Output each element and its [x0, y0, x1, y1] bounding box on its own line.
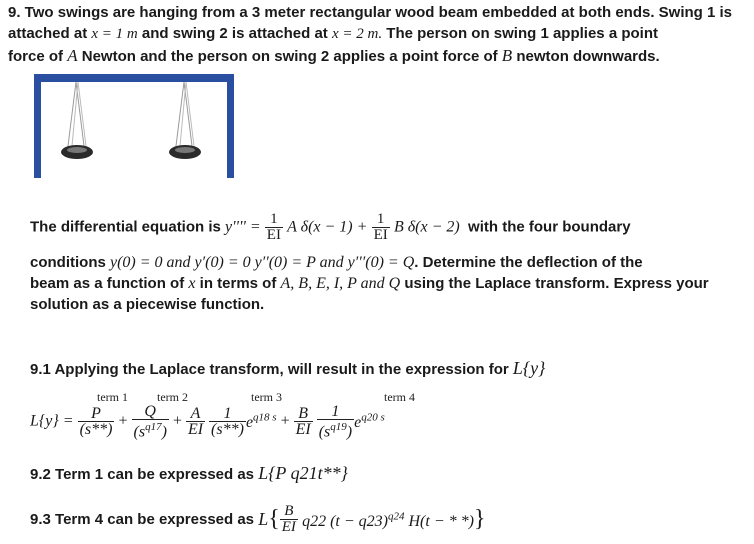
- math-Ly: L{y}: [512, 358, 546, 378]
- term-4-coef: [294, 406, 313, 437]
- term-label-2: term 2: [157, 390, 188, 404]
- fraction-1-over-EI: [372, 212, 390, 243]
- denominator: EI: [295, 421, 311, 439]
- plus: +: [280, 412, 290, 430]
- term-label-1: term 1: [97, 390, 128, 404]
- swing-1: [61, 82, 93, 159]
- text: . Determine the deflection of the: [414, 254, 643, 271]
- e: e: [354, 413, 362, 431]
- laplace-expression: [30, 404, 385, 439]
- text: and swing 2 is attached at: [141, 25, 328, 42]
- math-L: L: [258, 509, 269, 529]
- text: attached at: [8, 25, 88, 42]
- exponent: q20 s: [361, 411, 385, 424]
- text: beam as a function of: [30, 275, 185, 292]
- body: q22 (t − q23): [302, 513, 388, 531]
- math-term-1: L{P q21t**}: [258, 463, 348, 483]
- tail: H(t − * *): [408, 513, 474, 531]
- denominator: EI: [266, 227, 281, 243]
- numerator: P: [78, 406, 115, 422]
- problem-line-2: [8, 23, 752, 45]
- exp-e: [354, 411, 385, 431]
- de-line-1: [30, 212, 631, 243]
- text: conditions: [30, 254, 106, 271]
- term-label-4: term 4: [384, 390, 415, 404]
- fraction-1-over-EI: [265, 212, 283, 243]
- text: with the four boundary: [468, 218, 631, 236]
- numerator: A: [186, 406, 205, 422]
- question-9-3: 9.3 Term 4 can be expressed as L{ $\frac{B}{EI}$ q22 $(t - q23)^{q24}$ H(t − * *)}: [30, 503, 486, 535]
- text: newton downwards.: [516, 48, 660, 65]
- question-9-1: [30, 358, 545, 380]
- problem-line-3: [8, 45, 752, 67]
- math-B: B: [501, 46, 513, 65]
- math: B δ(x − 2): [393, 218, 460, 236]
- right-post: [227, 74, 234, 178]
- lhs: L{y} =: [30, 412, 74, 430]
- de-line-4: solution as a piecewise function.: [30, 296, 265, 313]
- math-x1: x = 1 m: [91, 26, 138, 42]
- exponent: q19: [330, 421, 347, 433]
- denominator: EI: [187, 421, 204, 439]
- numerator: 1: [317, 404, 354, 420]
- denominator: (s**): [79, 421, 113, 439]
- text: 9.2 Term 1 can be expressed as: [30, 466, 255, 483]
- text: force of: [8, 48, 64, 65]
- swing-illustration: [28, 68, 240, 180]
- numerator: 1: [265, 212, 283, 228]
- e: e: [245, 413, 254, 431]
- term-1-fraction: [78, 406, 115, 437]
- exponent: q17: [145, 421, 162, 433]
- problem-line-1: 9. Two swings are hanging from a 3 meter rectangular wood beam embedded at both ends. Swing 1 is: [8, 4, 733, 21]
- denominator: EI: [373, 227, 388, 243]
- denominator: (s**): [211, 421, 244, 439]
- swing-2: [169, 82, 201, 159]
- math-A: A: [67, 46, 78, 65]
- term-3-coef: [186, 406, 205, 437]
- text: using the Laplace transform. Express your: [404, 275, 709, 292]
- de-line-3: [30, 273, 709, 294]
- problem-statement: [8, 2, 752, 67]
- base: s: [138, 423, 146, 441]
- numerator: B: [294, 406, 313, 422]
- text: Newton and the person on swing 2 applies a point force of: [81, 48, 498, 65]
- math: A, B, E, I, P and Q: [280, 275, 401, 292]
- math: x: [188, 275, 196, 292]
- exponent: q18 s: [253, 411, 277, 424]
- denominator: EI: [281, 519, 296, 535]
- beam: [34, 74, 234, 82]
- text: The person on swing 1 applies a point: [386, 25, 658, 42]
- term-label-3: term 3: [251, 390, 282, 404]
- numerator: Q: [132, 404, 169, 420]
- exp-e: [245, 411, 277, 431]
- numerator: B: [280, 504, 298, 520]
- numerator: 1: [209, 406, 246, 422]
- term-2-fraction: $\frac{Q}{(s^{q17})}$: [133, 403, 167, 441]
- question-9-2: [30, 463, 348, 485]
- math: A δ(x − 1) +: [287, 218, 368, 236]
- left-post: [34, 74, 41, 178]
- math-body: [302, 510, 474, 531]
- exponent: q24: [388, 510, 405, 523]
- math-x2: x = 2 m.: [331, 26, 383, 42]
- term-3-fraction: [209, 406, 246, 437]
- math: y'''' =: [225, 218, 261, 236]
- base: s: [324, 423, 331, 441]
- text: 9.3 Term 4 can be expressed as: [30, 511, 255, 528]
- math-conditions: y(0) = 0 and y′(0) = 0 y′′(0) = P and y′′′(0) = Q: [110, 254, 415, 271]
- text: The differential equation is: [30, 218, 221, 236]
- term-4-fraction: $\frac{1}{(s^{q19})}$: [318, 403, 353, 441]
- text: 9.1 Applying the Laplace transform, will result in the expression for: [30, 361, 509, 378]
- fraction-B-over-EI: [280, 504, 298, 535]
- de-line-2: [30, 252, 643, 273]
- plus: +: [118, 412, 128, 430]
- text: in terms of: [199, 275, 277, 292]
- plus: +: [172, 412, 182, 430]
- numerator: 1: [372, 212, 390, 228]
